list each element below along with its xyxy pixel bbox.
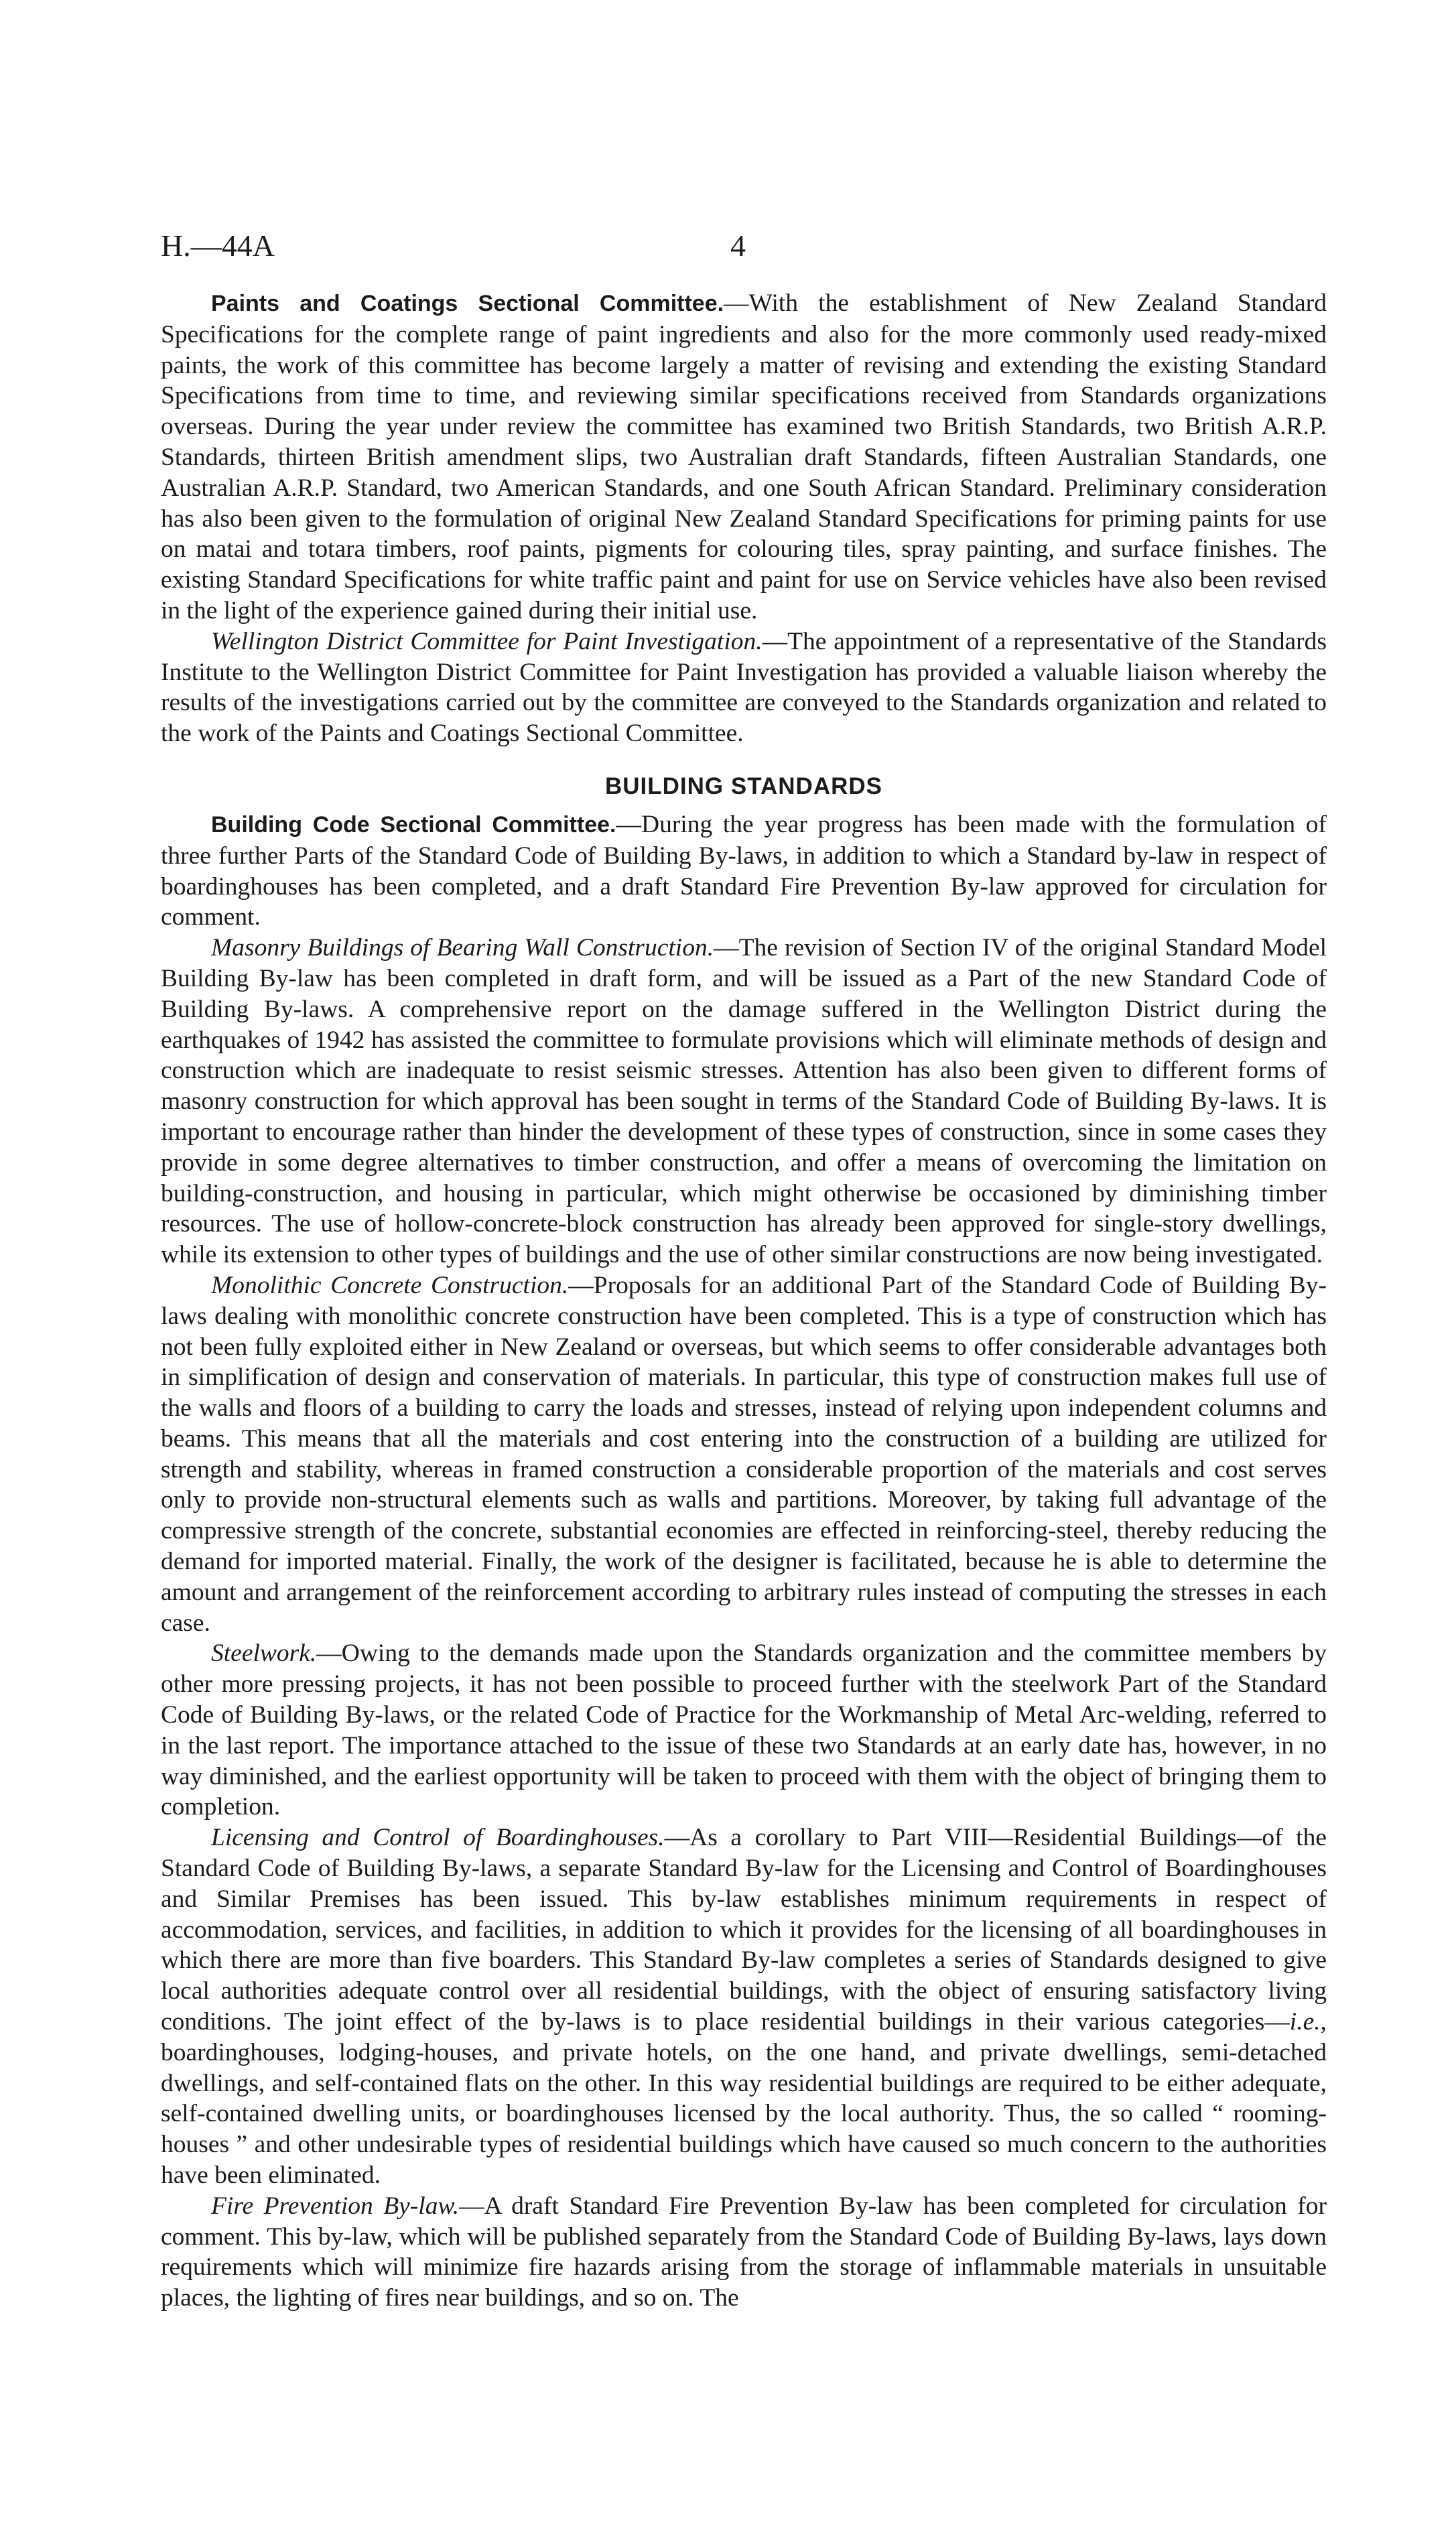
paragraph-heading: Licensing and Control of Boardinghouses. [211, 1824, 665, 1852]
paragraph-text-italic: i.e. [1289, 2008, 1321, 2036]
paragraph-heading: Masonry Buildings of Bearing Wall Construction. [211, 934, 714, 962]
paragraph-text: —As a corollary to Part VIII—Residential Buildings—of the Standard Code of Building By-laws, a separate Standard By-law for the Licensing and Control of Boardinghouses and Similar Premises has been issued. This by-law establishes minimum requirements in respect of accommodation, services, and facilities, in addition to which it provides for the licensing of all boardinghouses in which there are more than five boarders. This Standard By-law completes a series of Standards designed to give local authorities adequate control over all residential buildings, with the object of ensuring satisfactory living conditions. The joint effect of the by-laws is to place residential buildings in their various categories— [161, 1824, 1327, 2036]
paragraph-heading: Paints and Coatings Sectional Committee. [211, 291, 724, 316]
paragraph-heading: Monolithic Concrete Construction. [211, 1271, 569, 1299]
paragraph-text: , boardinghouses, lodging-houses, and private hotels, on the one hand, and private dwellings, semi-detached dwellings, and self-contained flats on the other. In this way residential buildings are required to be either adequate, self-contained dwelling units, or boardinghouses licensed by the local authority. Thus, the so called “ rooming-houses ” and other undesirable types of residential buildings which have caused so much concern to the authorities have been eliminated. [161, 2008, 1327, 2190]
paragraph-heading: Wellington District Committee for Paint Investigation. [211, 627, 763, 655]
paragraph-fire-prevention [161, 2191, 1327, 2314]
document-body [161, 288, 1327, 2314]
paragraph-text: —The appointment of a representative of the Standards Institute to the Wellington District Committee for Paint Investigation has provided a valuable liaison whereby the results of the investigations carried out by the committee are conveyed to the Standards organization and related to the work of the Paints and Coatings Sectional Committee. [161, 627, 1327, 748]
paragraph-building-code [161, 809, 1327, 933]
paragraph-text: —A draft Standard Fire Prevention By-law has been completed for circulation for comment. This by-law, which will be published separately from the Standard Code of Building By-laws, lays down requirements which will minimize fire hazards arising from the storage of inflammable materials in unsuitable places, the lighting of fires near buildings, and so on. The [161, 2192, 1327, 2312]
paragraph-text: —The revision of Section IV of the original Standard Model Building By-law has been completed in draft form, and will be issued as a Part of the new Standard Code of Building By-laws. A comprehensive report on the damage suffered in the Wellington District during the earthquakes of 1942 has assisted the committee to formulate provisions which will eliminate methods of design and construction which are inadequate to resist seismic stresses. Attention has also been given to different forms of masonry construction for which approval has been sought in terms of the Standard Code of Building By-laws. It is important to encourage rather than hinder the development of these types of construction, since in some cases they provide in some degree alternatives to timber construction, and offer a means of overcoming the limitation on building-construction, and housing in particular, which might otherwise be occasioned by diminishing timber resources. The use of hollow-concrete-block construction has already been approved for single-story dwellings, while its extension to other types of buildings and the use of other similar constructions are now being investigated. [161, 934, 1327, 1269]
paragraph-heading: Building Code Sectional Committee. [211, 811, 616, 838]
paragraph-heading: Steelwork. [211, 1640, 317, 1668]
paragraph-paint-investigation [161, 626, 1327, 749]
paragraph-text: —With the establishment of New Zealand Standard Specifications for the complete range of paint ingredients and also for the more commonly used ready-mixed paints, the work of this committee has become largely a matter of revising and extending the existing Standard Specifications from time to time, and reviewing similar specifications received from Standards organizations overseas. During the year under review the committee has examined two British Standards, two British A.R.P. Standards, thirteen British amendment slips, two Australian draft Standards, fifteen Australian Standards, one Australian A.R.P. Standard, two American Standards, and one South African Standard. Preliminary consideration has also been given to the formulation of original New Zealand Standard Specifications for priming paints for use on matai and totara timbers, roof paints, pigments for colouring tiles, spray painting, and surface finishes. The existing Standard Specifications for white traffic paint and paint for use on Service vehicles have also been revised in the light of the experience gained during their initial use. [161, 289, 1327, 624]
paragraph-boardinghouses [161, 1822, 1327, 2191]
page-number: 4 [730, 228, 746, 263]
paragraph-paints-coatings [161, 288, 1327, 626]
paragraph-monolithic-concrete [161, 1270, 1327, 1639]
paragraph-masonry-buildings [161, 933, 1327, 1270]
document-reference: H.—44A [161, 228, 275, 263]
paragraph-text: —Proposals for an additional Part of the Standard Code of Building By-laws dealing with monolithic concrete construction have been completed. This is a type of construction which has not been fully exploited either in New Zealand or overseas, but which seems to offer considerable advantages both in simplification of design and conservation of materials. In particular, this type of construction makes full use of the walls and floors of a building to carry the loads and stresses, instead of relying upon independent columns and beams. This means that all the materials and cost entering into the construction of a building are utilized for strength and stability, whereas in framed construction a considerable proportion of the materials and cost serves only to provide non-structural elements such as walls and partitions. Moreover, by taking full advantage of the compressive strength of the concrete, substantial economies are effected in reinforcing-steel, thereby reducing the demand for imported material. Finally, the work of the designer is facilitated, because he is able to determine the amount and arrangement of the reinforcement according to arbitrary rules instead of computing the stresses in each case. [161, 1271, 1327, 1637]
paragraph-steelwork [161, 1638, 1327, 1822]
paragraph-text: —Owing to the demands made upon the Standards organization and the committee members by other more pressing projects, it has not been possible to proceed further with the steelwork Part of the Standard Code of Building By-laws, or the related Code of Practice for the Workmanship of Metal Arc-welding, referred to in the last report. The importance attached to the issue of these two Standards at an early date has, however, in no way diminished, and the earliest opportunity will be taken to proceed with them with the object of bringing them to completion. [161, 1640, 1327, 1821]
paragraph-heading: Fire Prevention By-law. [211, 2192, 460, 2220]
page-header [161, 228, 1327, 268]
paragraph-text: —During the year progress has been made with the formulation of three further Parts of the Standard Code of Building By-laws, in addition to which a Standard by-law in respect of boardinghouses has been completed, and a draft Standard Fire Prevention By-law approved for circulation for comment. [161, 810, 1327, 931]
section-title: BUILDING STANDARDS [604, 773, 882, 799]
